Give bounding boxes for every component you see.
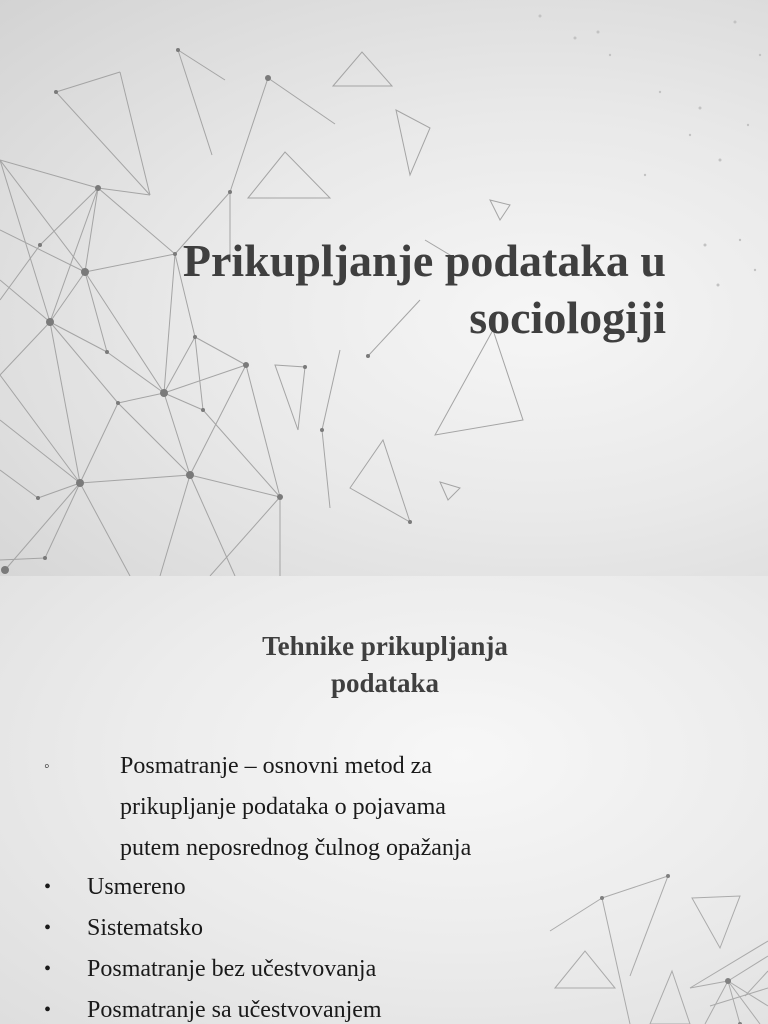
- intro-line: putem neposrednog čulnog opažanja: [120, 835, 472, 861]
- section-heading-line-1: Tehnike prikupljanja: [262, 631, 508, 661]
- list-item-text: Posmatranje bez učestvovanja: [87, 956, 377, 982]
- list-item-text: Sistematsko: [87, 915, 204, 941]
- bullet-icon: •: [44, 876, 52, 898]
- list-item-text: Posmatranje sa učestvovanjem: [87, 997, 382, 1023]
- content-slide: [0, 576, 768, 1024]
- bullet-icon: •: [44, 917, 52, 939]
- list-item-text: Usmereno: [87, 874, 186, 900]
- slide-title: [66, 232, 666, 346]
- section-heading: [200, 628, 570, 702]
- hollow-bullet-icon: ◦: [44, 758, 50, 775]
- bullet-icon: •: [44, 999, 52, 1021]
- section-heading-line-2: podataka: [330, 668, 440, 698]
- slide-title-line-2: sociologiji: [469, 292, 666, 343]
- bullet-icon: •: [44, 958, 52, 980]
- slide-title-line-1: Prikupljanje podataka u: [182, 235, 666, 286]
- intro-line: Posmatranje – osnovni metod za: [120, 753, 432, 779]
- intro-line: prikupljanje podataka o pojavama: [120, 794, 446, 820]
